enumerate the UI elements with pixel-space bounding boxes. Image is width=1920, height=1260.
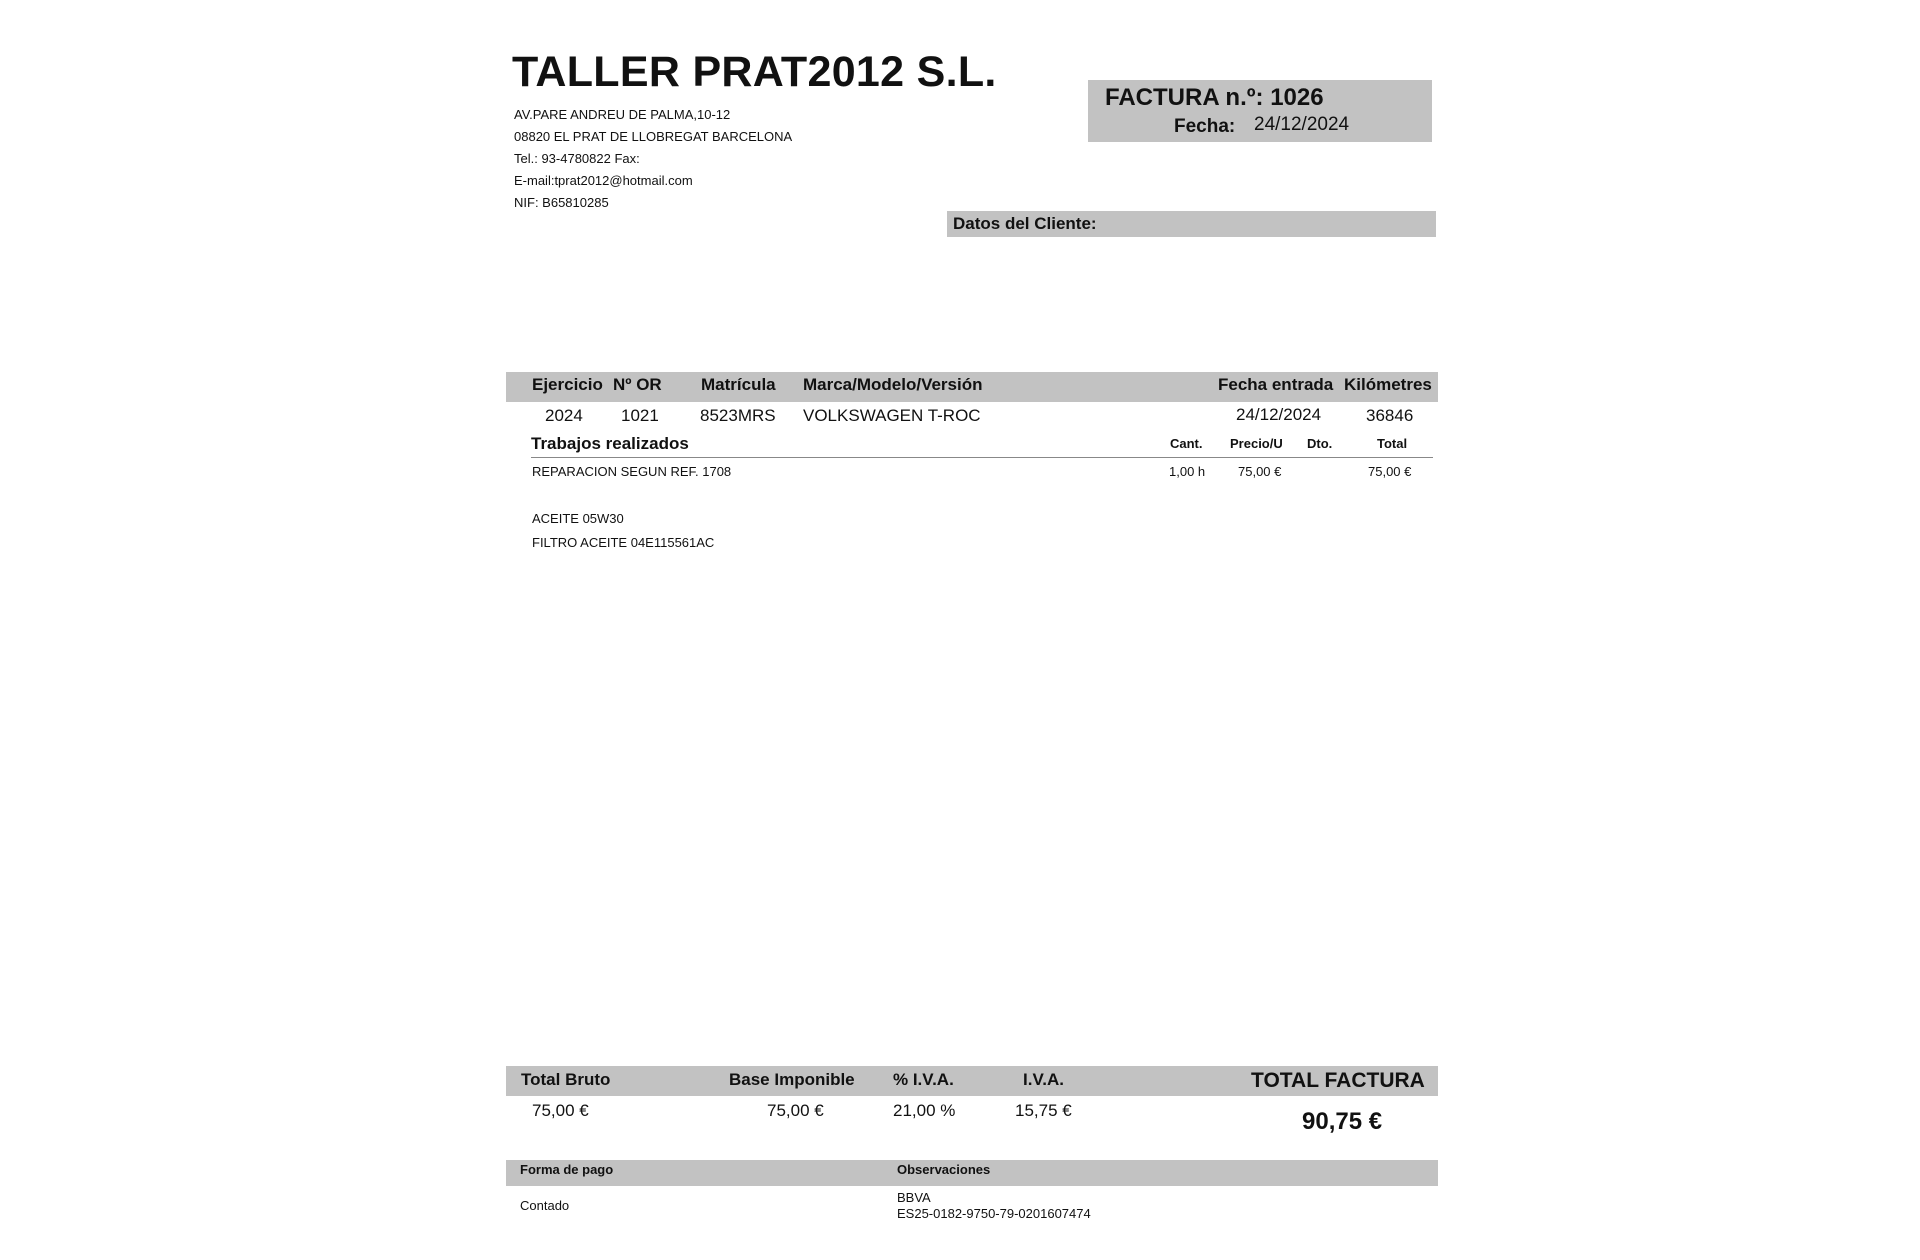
invoice-number: FACTURA n.º: 1026	[1105, 84, 1324, 111]
header-matricula: Matrícula	[701, 375, 776, 394]
works-header-total: Total	[1377, 436, 1408, 451]
totals-header-total: TOTAL FACTURA	[1251, 1069, 1425, 1092]
order-marca: VOLKSWAGEN T-ROC	[803, 406, 981, 425]
header-nor: Nº OR	[613, 375, 662, 394]
totals-header-base: Base Imponible	[729, 1070, 855, 1089]
totals-header-bruto: Total Bruto	[521, 1070, 611, 1089]
base-imponible: 75,00 €	[767, 1101, 824, 1120]
totals-header-iva: I.V.A.	[1023, 1070, 1064, 1089]
order-km: 36846	[1366, 406, 1414, 425]
total-factura: 90,75 €	[1302, 1108, 1383, 1135]
header-ejercicio: Ejercicio	[532, 375, 603, 394]
payment-method: Contado	[520, 1198, 570, 1213]
company-nif: NIF: B65810285	[514, 195, 609, 210]
invoice-date: 24/12/2024	[1254, 114, 1350, 135]
work-line-cant: 1,00 h	[1169, 464, 1206, 479]
iva-amount: 15,75 €	[1015, 1101, 1072, 1120]
works-header-dto: Dto.	[1307, 436, 1333, 451]
iva-percentage: 21,00 %	[893, 1101, 956, 1120]
work-line-total: 75,00 €	[1368, 464, 1412, 479]
header-km: Kilómetres	[1344, 375, 1432, 394]
header-marca: Marca/Modelo/Versión	[803, 375, 983, 394]
works-header-precio: Precio/U	[1230, 436, 1283, 451]
work-line-desc: REPARACION SEGUN REF. 1708	[532, 464, 732, 479]
payment-method-label: Forma de pago	[520, 1162, 614, 1177]
observations-label: Observaciones	[897, 1162, 991, 1177]
order-ejercicio: 2024	[545, 406, 583, 425]
header-fecha-entrada: Fecha entrada	[1218, 375, 1334, 394]
bank-iban: ES25-0182-9750-79-0201607474	[897, 1206, 1091, 1221]
order-matricula: 8523MRS	[700, 406, 776, 425]
work-line-desc: FILTRO ACEITE 04E115561AC	[532, 535, 715, 550]
total-bruto: 75,00 €	[532, 1101, 589, 1120]
invoice-date-label: Fecha:	[1174, 116, 1236, 137]
company-city: 08820 EL PRAT DE LLOBREGAT BARCELONA	[514, 129, 793, 144]
works-divider	[531, 457, 1433, 458]
company-email: E-mail:tprat2012@hotmail.com	[514, 173, 693, 188]
order-nor: 1021	[621, 406, 659, 425]
order-fecha-entrada: 24/12/2024	[1236, 405, 1322, 424]
company-phone: Tel.: 93-4780822 Fax:	[514, 151, 640, 166]
client-header: Datos del Cliente:	[953, 214, 1097, 233]
works-title: Trabajos realizados	[531, 434, 689, 453]
company-name: TALLER PRAT2012 S.L.	[512, 48, 997, 96]
company-address: AV.PARE ANDREU DE PALMA,10-12	[514, 107, 731, 122]
bank-name: BBVA	[897, 1190, 931, 1205]
work-line-precio: 75,00 €	[1238, 464, 1282, 479]
works-header-cant: Cant.	[1170, 436, 1203, 451]
work-line-desc: ACEITE 05W30	[532, 511, 624, 526]
totals-header-pct-iva: % I.V.A.	[893, 1070, 954, 1089]
